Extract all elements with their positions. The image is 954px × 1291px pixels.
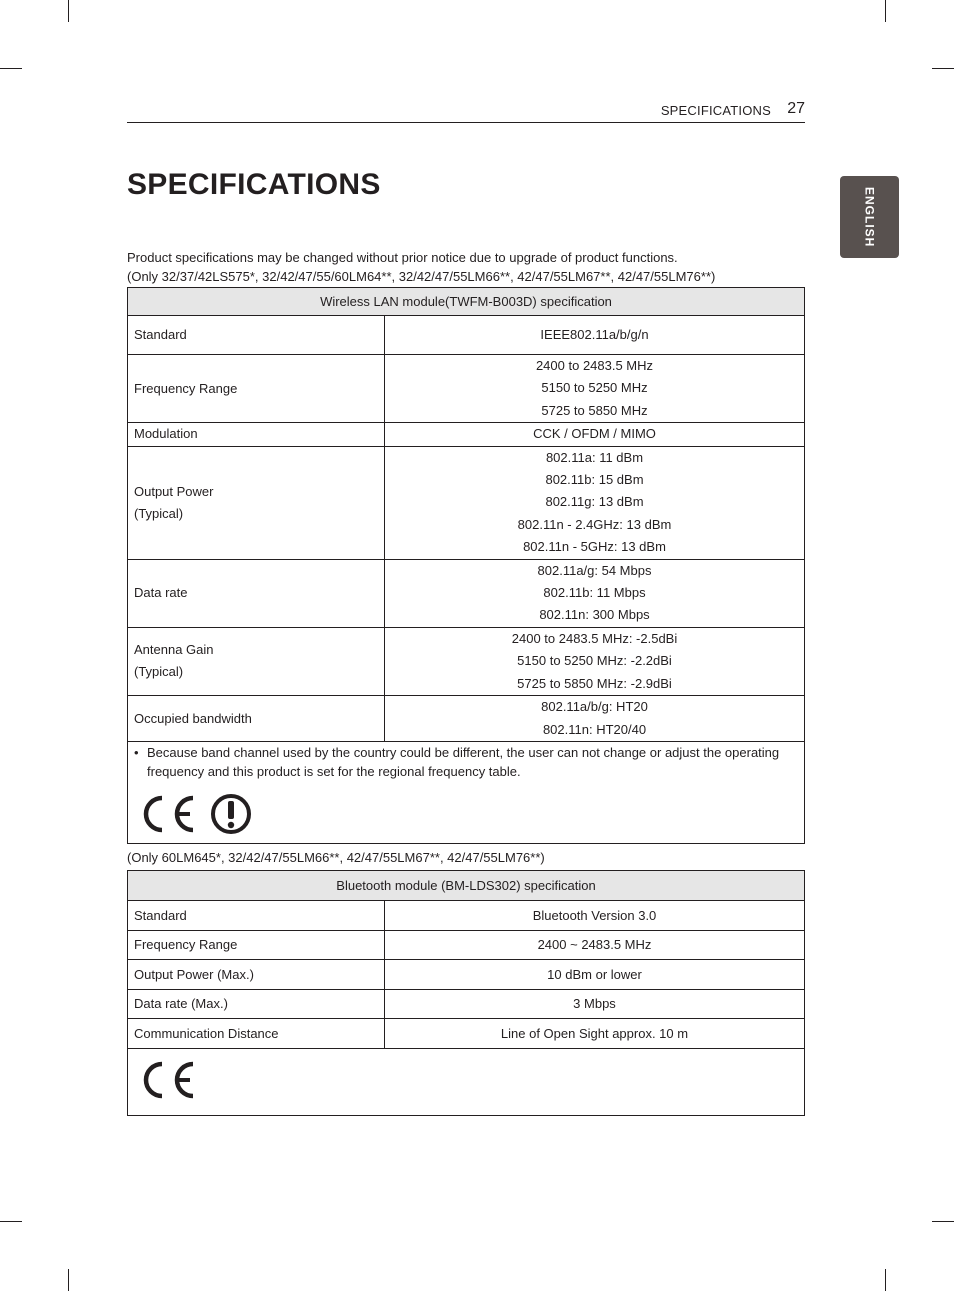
crop-mark [68, 0, 69, 22]
spec-label: Data rate (Max.) [128, 989, 385, 1019]
spec-label [128, 316, 385, 355]
bluetooth-table-row [128, 960, 805, 990]
crop-mark [885, 1269, 886, 1291]
spec-value [385, 696, 805, 742]
bluetooth-table-row [128, 989, 805, 1019]
spec-label [128, 627, 385, 695]
wlan-table-row [128, 559, 805, 627]
spec-value-line: 802.11n: 300 Mbps [539, 607, 650, 623]
wlan-table-row [128, 355, 805, 423]
page-title: SPECIFICATIONS [127, 168, 381, 201]
intro-text [127, 248, 715, 286]
ce-mark-icon [136, 793, 198, 835]
bluetooth-table-row [128, 930, 805, 960]
language-tab [840, 176, 899, 258]
bluetooth-table-row [128, 1019, 805, 1049]
bluetooth-models-note: (Only 60LM645*, 32/42/47/55LM66**, 42/47/55LM67**, 42/47/55LM76**) [127, 850, 545, 865]
spec-value [385, 355, 805, 423]
wlan-table-row [128, 316, 805, 355]
spec-label [128, 559, 385, 627]
spec-value-line: 2400 to 2483.5 MHz: -2.5dBi [511, 630, 678, 646]
bluetooth-table-row [128, 901, 805, 931]
spec-label-line: Frequency Range [134, 380, 238, 396]
spec-value-line: 802.11n - 5GHz: 13 dBm [523, 539, 666, 555]
spec-label [128, 423, 385, 446]
spec-value: Line of Open Sight approx. 10 m [385, 1019, 805, 1049]
spec-label-line: Data rate [134, 585, 188, 601]
wlan-table-row [128, 696, 805, 742]
certification-marks [136, 1059, 198, 1101]
crop-mark [932, 68, 954, 69]
spec-value-line: 5725 to 5850 MHz: -2.9dBi [517, 675, 672, 691]
spec-value-line: 802.11a: 11 dBm [545, 449, 644, 465]
spec-value: Bluetooth Version 3.0 [385, 901, 805, 931]
spec-label-line: Output Power [134, 483, 214, 499]
frequency-note: • Because band channel used by the country could be different, the user can not change or adjust the operating frequency and this product is set for the regional frequency table. [128, 743, 804, 781]
spec-label-line: (Typical) [134, 505, 184, 521]
crop-mark [0, 68, 22, 69]
spec-value: 2400 ~ 2483.5 MHz [385, 930, 805, 960]
spec-value [385, 627, 805, 695]
intro-models: (Only 32/37/42LS575*, 32/42/47/55/60LM64**, 32/42/47/55LM66**, 42/47/55LM67**, 42/47/55LM76**) [127, 269, 716, 284]
spec-label: Frequency Range [128, 930, 385, 960]
wlan-table-caption: Wireless LAN module(TWFM-B003D) specification [128, 288, 805, 316]
wlan-spec-table [127, 287, 805, 844]
bluetooth-table-body [128, 901, 805, 1049]
spec-value-line: 5150 to 5250 MHz [541, 380, 648, 396]
spec-value-line: 2400 to 2483.5 MHz [535, 358, 654, 373]
spec-value [385, 316, 805, 355]
spec-value: 10 dBm or lower [385, 960, 805, 990]
spec-value-line: 802.11n - 2.4GHz: 13 dBm [517, 516, 672, 532]
spec-value [385, 446, 805, 559]
spec-label: Communication Distance [128, 1019, 385, 1049]
spec-value-line: 802.11b: 11 Mbps [543, 585, 646, 601]
bluetooth-marks-cell [128, 1048, 805, 1115]
language-tab-label: ENGLISH [862, 186, 877, 248]
spec-value-line: IEEE802.11a/b/g/n [540, 326, 649, 342]
header-section-name: SPECIFICATIONS [660, 103, 771, 118]
bluetooth-table-caption: Bluetooth module (BM-LDS302) specification [128, 871, 805, 901]
wlan-table-body [128, 316, 805, 742]
spec-value: 3 Mbps [385, 989, 805, 1019]
running-header [127, 100, 805, 123]
wlan-table-row [128, 423, 805, 446]
wlan-note-cell [128, 741, 805, 843]
spec-label-line: Modulation [134, 426, 198, 442]
spec-label [128, 696, 385, 742]
spec-label-line: Occupied bandwidth [134, 710, 252, 726]
spec-label: Standard [128, 901, 385, 931]
spec-value-line: CCK / OFDM / MIMO [533, 426, 656, 442]
spec-label [128, 446, 385, 559]
spec-label [128, 355, 385, 423]
crop-mark [932, 1221, 954, 1222]
spec-label-line: Antenna Gain [134, 642, 214, 658]
crop-mark [68, 1269, 69, 1291]
spec-value-line: 5725 to 5850 MHz [541, 402, 648, 418]
spec-value-line: 802.11g: 13 dBm [545, 494, 644, 510]
spec-value [385, 423, 805, 446]
spec-label: Output Power (Max.) [128, 960, 385, 990]
crop-mark [885, 0, 886, 22]
intro-line: Product specifications may be changed without prior notice due to upgrade of product functions. [127, 250, 678, 265]
certification-marks [136, 793, 256, 835]
page-number: 27 [787, 100, 805, 117]
spec-label-line: Standard [134, 327, 187, 342]
bluetooth-spec-table [127, 870, 805, 1116]
wlan-table-row [128, 627, 805, 695]
wlan-table-row [128, 446, 805, 559]
spec-value-line: 802.11n: HT20/40 [542, 721, 647, 737]
crop-mark [0, 1221, 22, 1222]
spec-value-line: 802.11a/b/g: HT20 [541, 699, 648, 715]
ce-mark-icon [136, 1059, 198, 1101]
spec-value-line: 802.11a/g: 54 Mbps [537, 562, 652, 578]
alert-mark-icon [210, 793, 256, 835]
spec-value-line: 802.11b: 15 dBm [545, 472, 644, 488]
spec-value [385, 559, 805, 627]
spec-value-line: 5150 to 5250 MHz: -2.2dBi [517, 653, 672, 669]
spec-label-line: (Typical) [134, 664, 184, 680]
